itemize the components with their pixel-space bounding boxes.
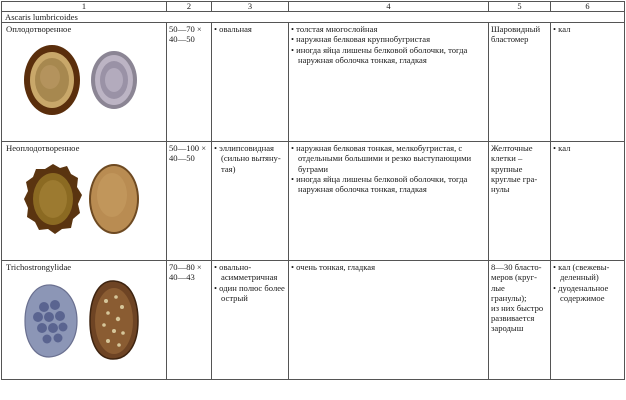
content-line: лые [491,282,505,293]
shape-cell [212,142,289,261]
column-header: 4 [289,2,489,12]
list-item: • один полюс более острый [214,283,286,303]
list-item: • кал [553,143,622,153]
shape-cell [212,23,289,142]
egg-name: Оплодотворенное [6,24,72,35]
shell-cell [289,23,489,142]
content-line: крупные [491,163,523,174]
list-item: • овальная [214,24,286,34]
list-item: • дуоденальное содержимое [553,283,622,303]
content-line: нулы [491,184,510,195]
content-line: гранулы); [491,292,527,303]
material-cell [551,142,625,261]
shell-cell [289,261,489,380]
fertilized-egg-image [22,43,82,117]
table-row [2,142,625,261]
column-header: 3 [212,2,289,12]
content-line: Шаровидный [491,24,541,35]
header-row [2,2,625,12]
content-line: зародыш [491,323,524,334]
content-line: бластомер [491,34,529,45]
size-line: 40—50 [169,34,195,45]
material-cell [551,23,625,142]
group-title: Ascaris lumbricoides [2,12,625,23]
list-item: • иногда яйца лишены белковой оболочки, тогда наружная оболочка тонкая, гладкая [291,174,486,194]
name-cell [2,23,167,142]
content-cell [489,142,551,261]
list-item: • наружная белковая крупнобугристая [291,34,486,44]
size-line: 50—100 × [169,143,207,154]
egg-name: Неоплодотворенное [6,143,80,154]
shape-cell [212,261,289,380]
group-row [2,12,625,23]
content-line: клетки – [491,153,523,164]
size-cell [167,23,212,142]
list-item: • кал [553,24,622,34]
content-line: 8—30 бласто- [491,262,542,273]
egg-name: Trichostrongylidae [6,262,72,273]
list-item: • толстая многослойная [291,24,486,34]
material-cell [551,261,625,380]
size-line: 40—50 [169,153,195,164]
size-cell [167,261,212,380]
column-header: 5 [489,2,551,12]
trichostrongylidae-egg-image [22,283,80,359]
table-row [2,261,625,380]
fertilized-egg-decorticated-image [90,49,138,111]
egg-illustrations [2,158,166,254]
egg-illustrations [2,39,166,135]
list-item: • кал (свежевы-деленный) [553,262,622,282]
content-line: развивается [491,313,535,324]
content-line: Желточные [491,143,533,154]
content-line: из них быстро [491,303,544,314]
unfertilized-egg-image [22,162,84,236]
list-item: • наружная белковая тонкая, мелкобугристая, с отдельными большими и резко выступающими буграми [291,143,486,174]
list-item: • эллипсовидная (сильно вытяну-тая) [214,143,286,174]
table-row [2,23,625,142]
content-line: меров (круг- [491,272,537,283]
list-item: • очень тонкая, гладкая [291,262,486,272]
shell-cell [289,142,489,261]
size-line: 40—43 [169,272,195,283]
list-item: • иногда яйца лишены белковой оболочки, тогда наружная оболочка тонкая, гладкая [291,45,486,65]
column-header: 1 [2,2,167,12]
unfertilized-egg-decorticated-image [88,162,140,236]
egg-illustrations [2,277,166,373]
column-header: 2 [167,2,212,12]
name-cell [2,142,167,261]
name-cell [2,261,167,380]
egg-table [1,1,625,380]
column-header: 6 [551,2,625,12]
size-line: 70—80 × [169,262,202,273]
content-cell [489,23,551,142]
content-cell [489,261,551,380]
size-line: 50—70 × [169,24,202,35]
trichostrongylidae-embryonated-egg-image [88,279,140,361]
list-item: • овально-асимметричная [214,262,286,282]
content-line: круглые гра- [491,173,538,184]
size-cell [167,142,212,261]
